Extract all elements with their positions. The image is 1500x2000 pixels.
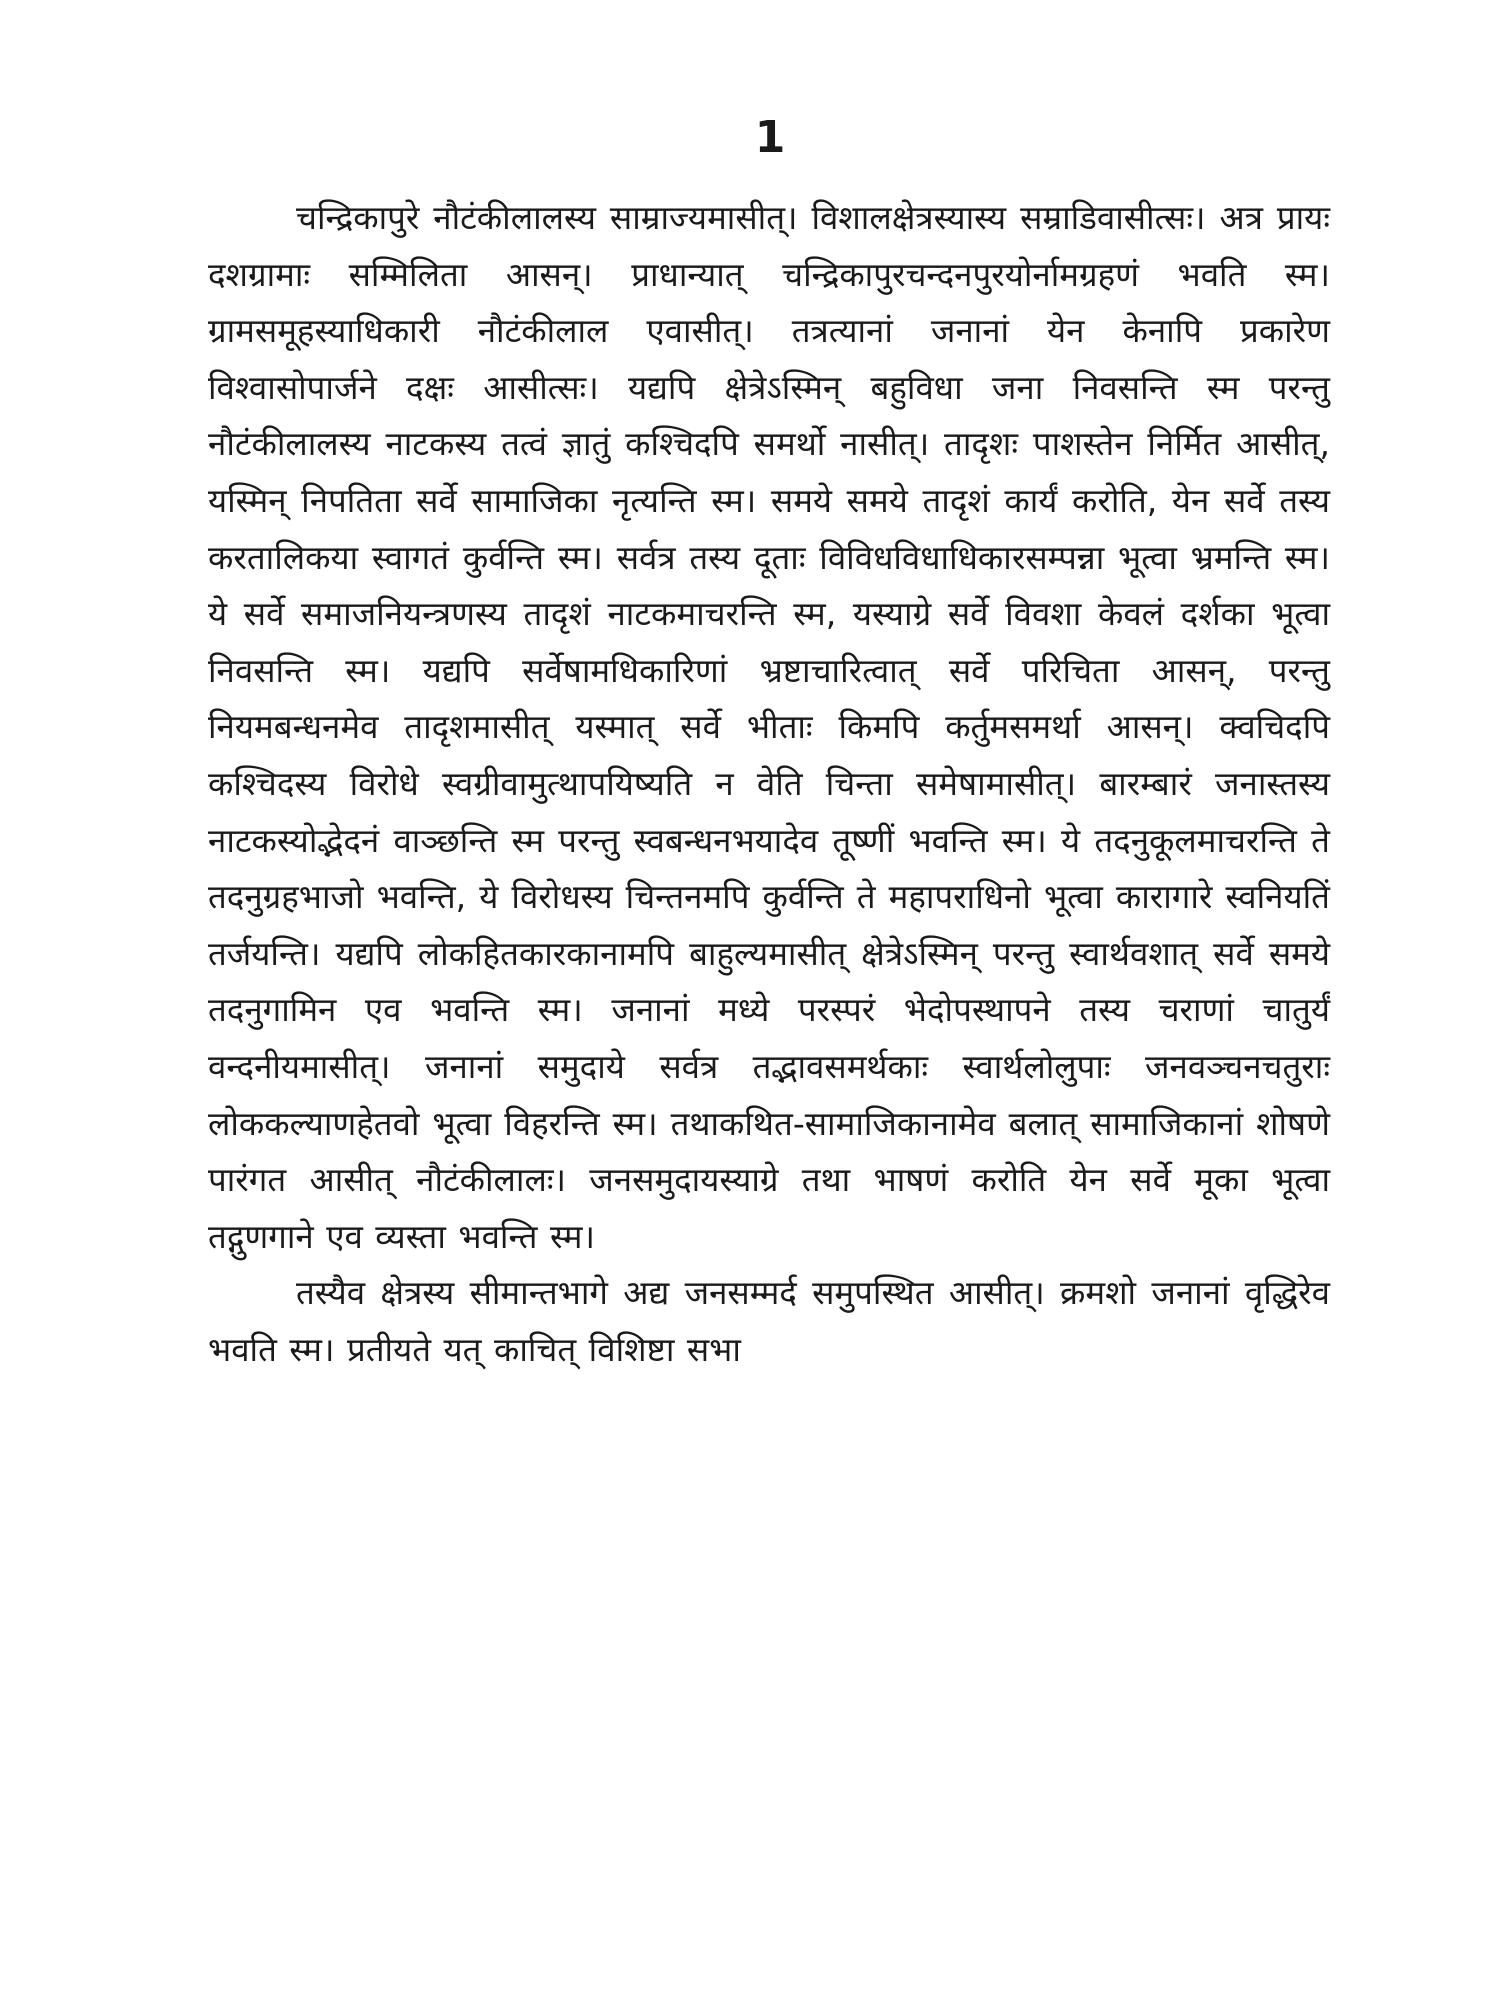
paragraph-1: चन्द्रिकापुरे नौटंकीलालस्य साम्राज्यमासीत्। विशालक्षेत्रस्यास्य सम्राडिवासीत्सः। अत्र प्रायः दशग्रामाः सम्मिलिता आसन्। प्राधान्यात् चन्द्रिकापुरचन्दनपुरयोर्नामग्रहणं भवति स्म। ग्रामसमूहस्याधिकारी नौटंकीलाल एवासीत्। तत्रत्यानां जनानां येन केनापि प्रकारेण विश्वासोपार्जने दक्षः आसीत्सः। यद्यपि क्षेत्रेऽस्मिन् बहुविधा जना निवसन्ति स्म परन्तु नौटंकीलालस्य नाटकस्य तत्वं ज्ञातुं कश्चिदपि समर्थो नासीत्। तादृशः पाशस्तेन निर्मित आसीत्, यस्मिन् निपतिता सर्वे सामाजिका नृत्यन्ति स्म। समये समये तादृशं कार्यं करोति, येन सर्वे तस्य करतालिकया स्वागतं कुर्वन्ति स्म। सर्वत्र तस्य दूताः विविधविधाधिकारसम्पन्ना भूत्वा भ्रमन्ति स्म। ये सर्वे समाजनियन्त्रणस्य तादृशं नाटकमाचरन्ति स्म, यस्याग्रे सर्वे विवशा केवलं दर्शका भूत्वा निवसन्ति स्म। यद्यपि सर्वेषामधिकारिणां भ्रष्टाचारित्वात् सर्वे परिचिता आसन्, परन्तु नियमबन्धनमेव तादृशमासीत् यस्मात् सर्वे भीताः किमपि कर्तुमसमर्था आसन्। क्वचिदपि कश्चिदस्य विरोधे स्वग्रीवामुत्थापयिष्यति न वेति चिन्ता समेषामासीत्। बारम्बारं जनास्तस्य नाटकस्योद्भेदनं वाञ्छन्ति स्म परन्तु स्वबन्धनभयादेव तूष्णीं भवन्ति स्म। ये तदनुकूलमाचरन्ति ते तदनुग्रहभाजो भवन्ति, ये विरोधस्य चिन्तनमपि कुर्वन्ति ते महापराधिनो भूत्वा कारागारे स्वनियतिं तर्जयन्ति। यद्यपि लोकहितकारकानामपि बाहुल्यमासीत् क्षेत्रेऽस्मिन् परन्तु स्वार्थवशात् सर्वे समये तदनुगामिन एव भवन्ति स्म। जनानां मध्ये परस्परं भेदोपस्थापने तस्य चराणां चातुर्यं वन्दनीयमासीत्। जनानां समुदाये सर्वत्र तद्भावसमर्थकाः स्वार्थलोलुपाः जनवञ्चनचतुराः लोककल्याणहेतवो भूत्वा विहरन्ति स्म। तथाकथित-सामाजिकानामेव बलात् सामाजिकानां शोषणे पारंगत आसीत् नौटंकीलालः। जनसमुदायस्याग्रे तथा भाषणं करोति येन सर्वे मूका भूत्वा तद्गुणगाने एव व्यस्ता भवन्ति स्म। (208, 198, 1330, 1256)
paragraph-2: तस्यैव क्षेत्रस्य सीमान्तभागे अद्य जनसम्मर्द समुपस्थित आसीत्। क्रमशो जनानां वृद्धिरेव भवति स्म। प्रतीयते यत् काचित् विशिष्टा सभा (208, 1273, 1330, 1369)
page-number: 1 (754, 112, 786, 163)
body-text (208, 190, 1330, 1378)
